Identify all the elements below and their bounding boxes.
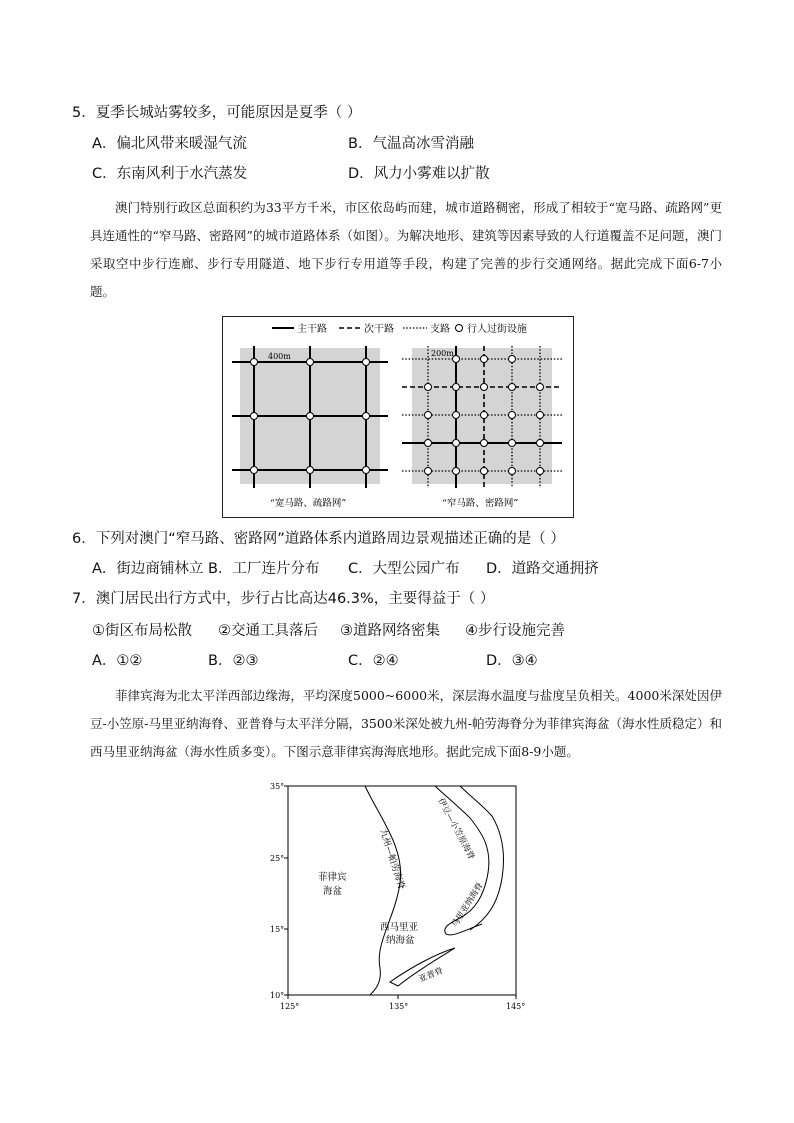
q7-stem: 7．澳门居民出行方式中，步行占比高达46.3%，主要得益于（ ） [72, 591, 495, 607]
lat-label-15: 15° [270, 925, 285, 934]
w-mariana-basin-label-1: 西马里亚 [380, 922, 419, 933]
lon-label-125: 125° [280, 1002, 300, 1011]
q6-option-b: B．工厂连片分布 [208, 561, 320, 577]
legend-branch-road: 支路 [430, 324, 450, 335]
legend-main-road: 主干路 [297, 324, 327, 335]
q7-option-d: D．③④ [486, 653, 538, 669]
lat-label-10: 10° [270, 991, 285, 1000]
kyushu-palau-label: 九州—帕劳海脊 [377, 827, 407, 891]
road-network-figure [222, 316, 574, 518]
left-scale-label: 400m [268, 352, 291, 361]
lat-label-25: 25° [270, 854, 285, 863]
right-scale-label: 200m [431, 349, 454, 358]
q7-item-2: ②交通工具落后 [218, 623, 318, 639]
legend-facility: 行人过街设施 [467, 324, 527, 335]
q6-option-c: C．大型公园广布 [348, 561, 460, 577]
q6-option-a: A．街边商铺林立 [92, 561, 204, 577]
philippine-basin-label-2: 海盆 [323, 886, 343, 897]
q7-item-1: ①街区布局松散 [92, 623, 192, 639]
passage-macau: 澳门特别行政区总面积约为33平方千米，市区依岛屿而建，城市道路稠密，形成了相较于“宽马路、疏路网”更具连通性的“窄马路、密路网”的城市道路体系（如图）。为解决地形、建筑等因素导致的人行道覆盖不足问题，澳门采取空中步行连廊、步行专用隧道、地下步行专用道等手段，构建了完善的步行交通网络。据此完成下面6-7小题。 [90, 200, 722, 299]
q7-option-b: B．②③ [208, 653, 259, 669]
left-caption: “宽马路、疏路网” [270, 498, 347, 509]
legend-secondary-road: 次干路 [364, 324, 394, 335]
q7-item-4: ④步行设施完善 [465, 623, 565, 639]
philippine-basin-label-1: 菲律宾 [318, 872, 347, 883]
passage-philippine-sea: 菲律宾海为北太平洋西部边缘海，平均深度5000~6000米，深层海水温度与盐度呈负相关。4000米深处因伊豆-小笠原-马里亚纳海脊、亚普脊与太平洋分隔，3500米深处被九州-帕劳海脊分为菲律宾海盆（海水性质稳定）和西马里亚纳海盆（海水性质多变）。下图示意菲律宾海海底地形。据此完成下面8-9小题。 [90, 688, 722, 759]
q7-option-a: A．①② [92, 653, 143, 669]
q5-option-b: B．气温高冰雪消融 [348, 136, 474, 152]
legend-facility-symbol [456, 325, 463, 332]
seafloor-map-figure [270, 778, 530, 1014]
lon-label-135: 135° [389, 1002, 409, 1011]
q6-option-d: D．道路交通拥挤 [486, 561, 599, 577]
q5-option-a: A．偏北风带来暖湿气流 [92, 136, 247, 152]
lat-label-35: 35° [270, 782, 285, 791]
yap-ridge-label: 亚普脊 [417, 965, 445, 985]
q5-option-c: C．东南风利于水汽蒸发 [92, 166, 248, 182]
w-mariana-basin-label-2: 纳海盆 [386, 935, 415, 946]
q6-stem: 6．下列对澳门“窄马路、密路网”道路体系内道路周边景观描述正确的是（ ） [72, 531, 565, 547]
mariana-label: 马里亚纳海脊 [450, 881, 486, 930]
right-caption: “窄马路、密路网” [442, 498, 519, 509]
q5-option-d: D．风力小雾难以扩散 [348, 166, 490, 182]
q7-option-c: C．②④ [348, 653, 399, 669]
izu-bonin-label: 伊豆—小笠原海脊 [435, 796, 477, 862]
lon-label-145: 145° [506, 1002, 526, 1011]
q7-item-3: ③道路网络密集 [340, 623, 440, 639]
q5-stem: 5．夏季长城站雾较多，可能原因是夏季（ ） [72, 105, 362, 121]
